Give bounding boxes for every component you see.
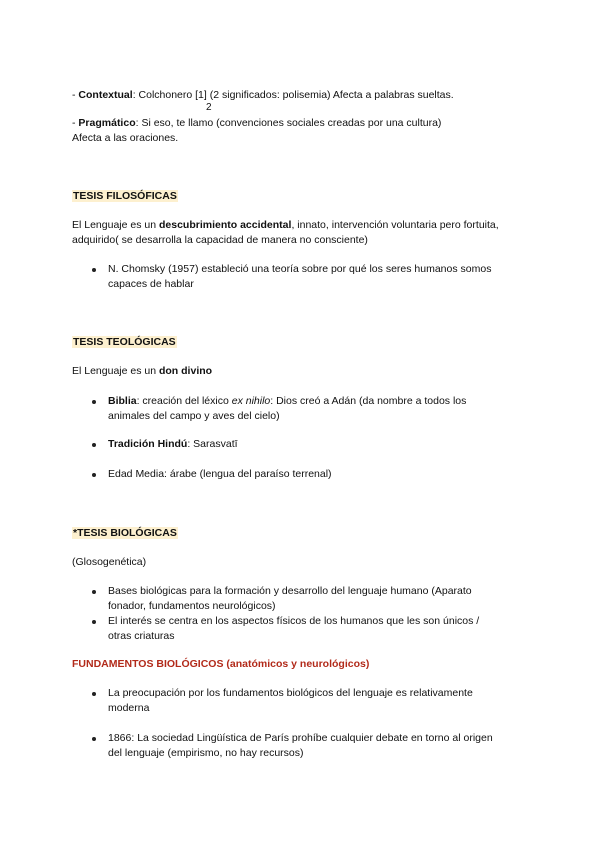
list-item-1866-line2: del lenguaje (empirismo, no hay recursos) xyxy=(108,747,304,759)
list-item-preocupacion-line2: moderna xyxy=(108,702,150,714)
list-item-interes-line2: otras criaturas xyxy=(108,630,175,642)
bullet-dot xyxy=(92,443,96,447)
contextual-line: - Contextual: Colchonero [1] (2 significados: polisemia) Afecta a palabras sueltas. xyxy=(72,89,454,101)
list-item-interes-line1: El interés se centra en los aspectos físicos de los humanos que les son únicos / xyxy=(108,615,480,627)
bullet-dot xyxy=(92,268,96,272)
bullet-dot xyxy=(92,590,96,594)
list-item-biblia-line1: Biblia: creación del léxico ex nihilo: Dios creó a Adán (da nombre a todos los xyxy=(108,395,467,407)
bullet-dot xyxy=(92,620,96,624)
section-heading-fundamentos: FUNDAMENTOS BIOLÓGICOS (anatómicos y neurológicos) xyxy=(72,658,370,670)
contextual-label: Contextual xyxy=(78,89,133,101)
filosoficas-paragraph-line2: adquirido( se desarrolla la capacidad de manera no consciente) xyxy=(72,234,368,246)
section-heading-teologicas: TESIS TEOLÓGICAS xyxy=(73,336,176,348)
list-item-biblia-line2: animales del campo y aves del cielo) xyxy=(108,410,280,422)
bullet-dot xyxy=(92,400,96,404)
list-item-preocupacion-line1: La preocupación por los fundamentos biológicos del lenguaje es relativamente xyxy=(108,687,473,699)
biologicas-subtitle: (Glosogenética) xyxy=(72,556,147,568)
pragmatico-line: - Pragmático: Si eso, te llamo (convenciones sociales creadas por una cultura) xyxy=(72,117,442,129)
pragmatico-continuation: Afecta a las oraciones. xyxy=(72,132,179,144)
section-heading-filosoficas: TESIS FILOSÓFICAS xyxy=(73,190,177,202)
list-item-1866-line1: 1866: La sociedad Lingüística de París prohíbe cualquier debate en torno al origen xyxy=(108,732,493,744)
bullet-dot xyxy=(92,473,96,477)
filosoficas-paragraph-line1: El Lenguaje es un descubrimiento accidental, innato, intervención voluntaria pero fortuita, xyxy=(72,219,499,231)
bullet-dot xyxy=(92,692,96,696)
list-item-edad-media: Edad Media: árabe (lengua del paraíso terrenal) xyxy=(108,468,332,480)
list-item-hindu: Tradición Hindú: Sarasvatī xyxy=(108,438,238,450)
teologicas-paragraph: El Lenguaje es un don divino xyxy=(72,365,213,377)
footnote-subscript: 2 xyxy=(206,102,212,113)
pragmatico-label: Pragmático xyxy=(78,117,136,129)
list-item-bases-line1: Bases biológicas para la formación y desarrollo del lenguaje humano (Aparato xyxy=(108,585,472,597)
list-item-bases-line2: fonador, fundamentos neurológicos) xyxy=(108,600,276,612)
bullet-dot xyxy=(92,737,96,741)
list-item-chomsky-line1: N. Chomsky (1957) estableció una teoría sobre por qué los seres humanos somos xyxy=(108,263,492,275)
list-item-chomsky-line2: capaces de hablar xyxy=(108,278,194,290)
section-heading-biologicas: *TESIS BIOLÓGICAS xyxy=(73,527,177,539)
